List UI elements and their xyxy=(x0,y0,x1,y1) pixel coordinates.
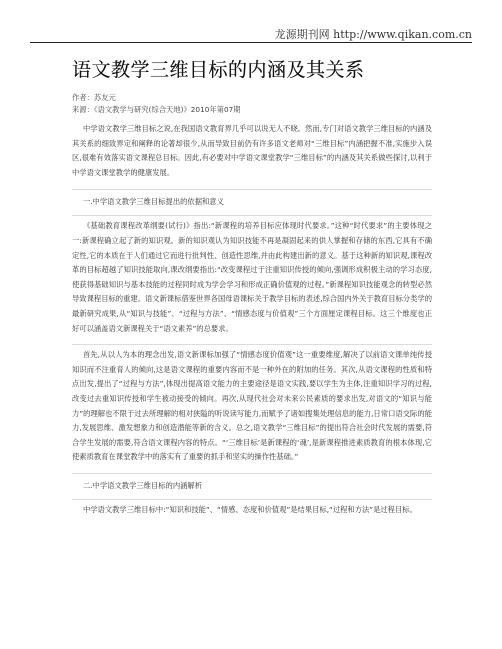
section-1-paragraph-2: 首先,从以人为本的理念出发,语文新课标加强了“情感态度价值观”这一重要维度,解决了以前语文课单纯传授知识而不注重育人的倾向,这是语文课程的重要内容而不是一种外在的附加的任务。其次,从语文课程的性质和特点出发,提出了“过程与方法”,体现出提高语文能力的主要途径是语文实践,要以学生为主体,注重知识学习的过程,改变过去重知识传授和学生被动接受的倾向。再次,从现代社会对未来公民素质的要求出发,对语文的“知识与能力”的理解也不限于过去所理解的相对狭隘的听说读写能力,而赋予了诸如搜集处理信息的能力,日常口语交际的能力,发展思维、激发想象力和创造潜能等新的含义。总之,语文教学“三维目标”的提出符合社会时代发展的需要,符合学生发展的需要,符合语文课程内容的特点。“‘三维目标’是新课程的‘魂’,是新课程推进素质教育的根本体现,它使素质教育在课堂教学中的落实有了重要的抓手和坚实的操作性基础。” xyxy=(72,350,432,462)
section-divider xyxy=(72,215,432,216)
abstract-paragraph: 中学语文教学三维目标之说,在我国语文教育界几乎可以说无人不晓。然而,专门对语文教学三维目标的内涵及其关系的细致界定和阐释的论著却很少,从而导致目前仍有许多语文老师对“三维目标”内涵把握不准,实施步入误区,很难有效落实语文课程总目标。因此,有必要对中学语文课堂教学“三维目标”的内涵及其关系做些探讨,以利于中学语文课堂教学的健康发展。 xyxy=(72,124,432,177)
section-1-heading: 一.中学语文教学三维目标提出的依据和意义 xyxy=(82,197,224,207)
section-2-heading: 二.中学语文教学三维目标的内涵解析 xyxy=(82,480,203,490)
section-2-paragraph-1: 中学语文教学三维目标中:“知识和技能”、“情感、态度和价值观”是结果目标,“过程和方法”是过程目标。 xyxy=(82,504,417,514)
journal-source-header: 龙源期刊网 http://www.qikan.com.cn xyxy=(274,28,472,41)
article-title: 语文教学三维目标的内涵及其关系 xyxy=(72,59,365,81)
section-1-paragraph-1: 《基础教育课程改革纲要(试行)》指出:“新课程的培养目标应体现时代要求。”这种“时代要求”的主要体现之一:新课程确立起了新的知识观。新的知识观认为知识技能不再是凝固起来的供人掌握和存储的东西,它具有不确定性,它的本质在于人们通过它而进行批判性、创造性思维,并由此构建出新的意义。基于这种新的知识观,课程改革的目标超越了知识技能取向,课改纲要指出:“改变课程过于注重知识传授的倾向,强调形成积极主动的学习态度,使获得基础知识与基本技能的过程同时成为学会学习和形成正确价值观的过程。”新课程知识技能观念的转型必然导致课程目标的重建。语文新课标借鉴世界各国母语课标关于教学目标的表述,综合国内外关于教育目标分类学的最新研究成果,从“知识与技能”、“过程与方法”、“情感态度与价值观”三个方面厘定课程目标。这三个维度也正好可以涵盖语文新课程关于“语文素养”的总要求。 xyxy=(72,221,432,333)
section-divider xyxy=(72,344,432,345)
section-divider xyxy=(72,189,432,190)
header-rule xyxy=(30,42,472,43)
article-author: 作者：苏友元 xyxy=(72,93,116,102)
article-page xyxy=(72,58,432,517)
section-divider xyxy=(72,499,432,500)
article-origin: 来源：《语文教学与研究(综合天地)》2010年第07期 xyxy=(72,105,241,114)
section-divider xyxy=(72,473,432,474)
